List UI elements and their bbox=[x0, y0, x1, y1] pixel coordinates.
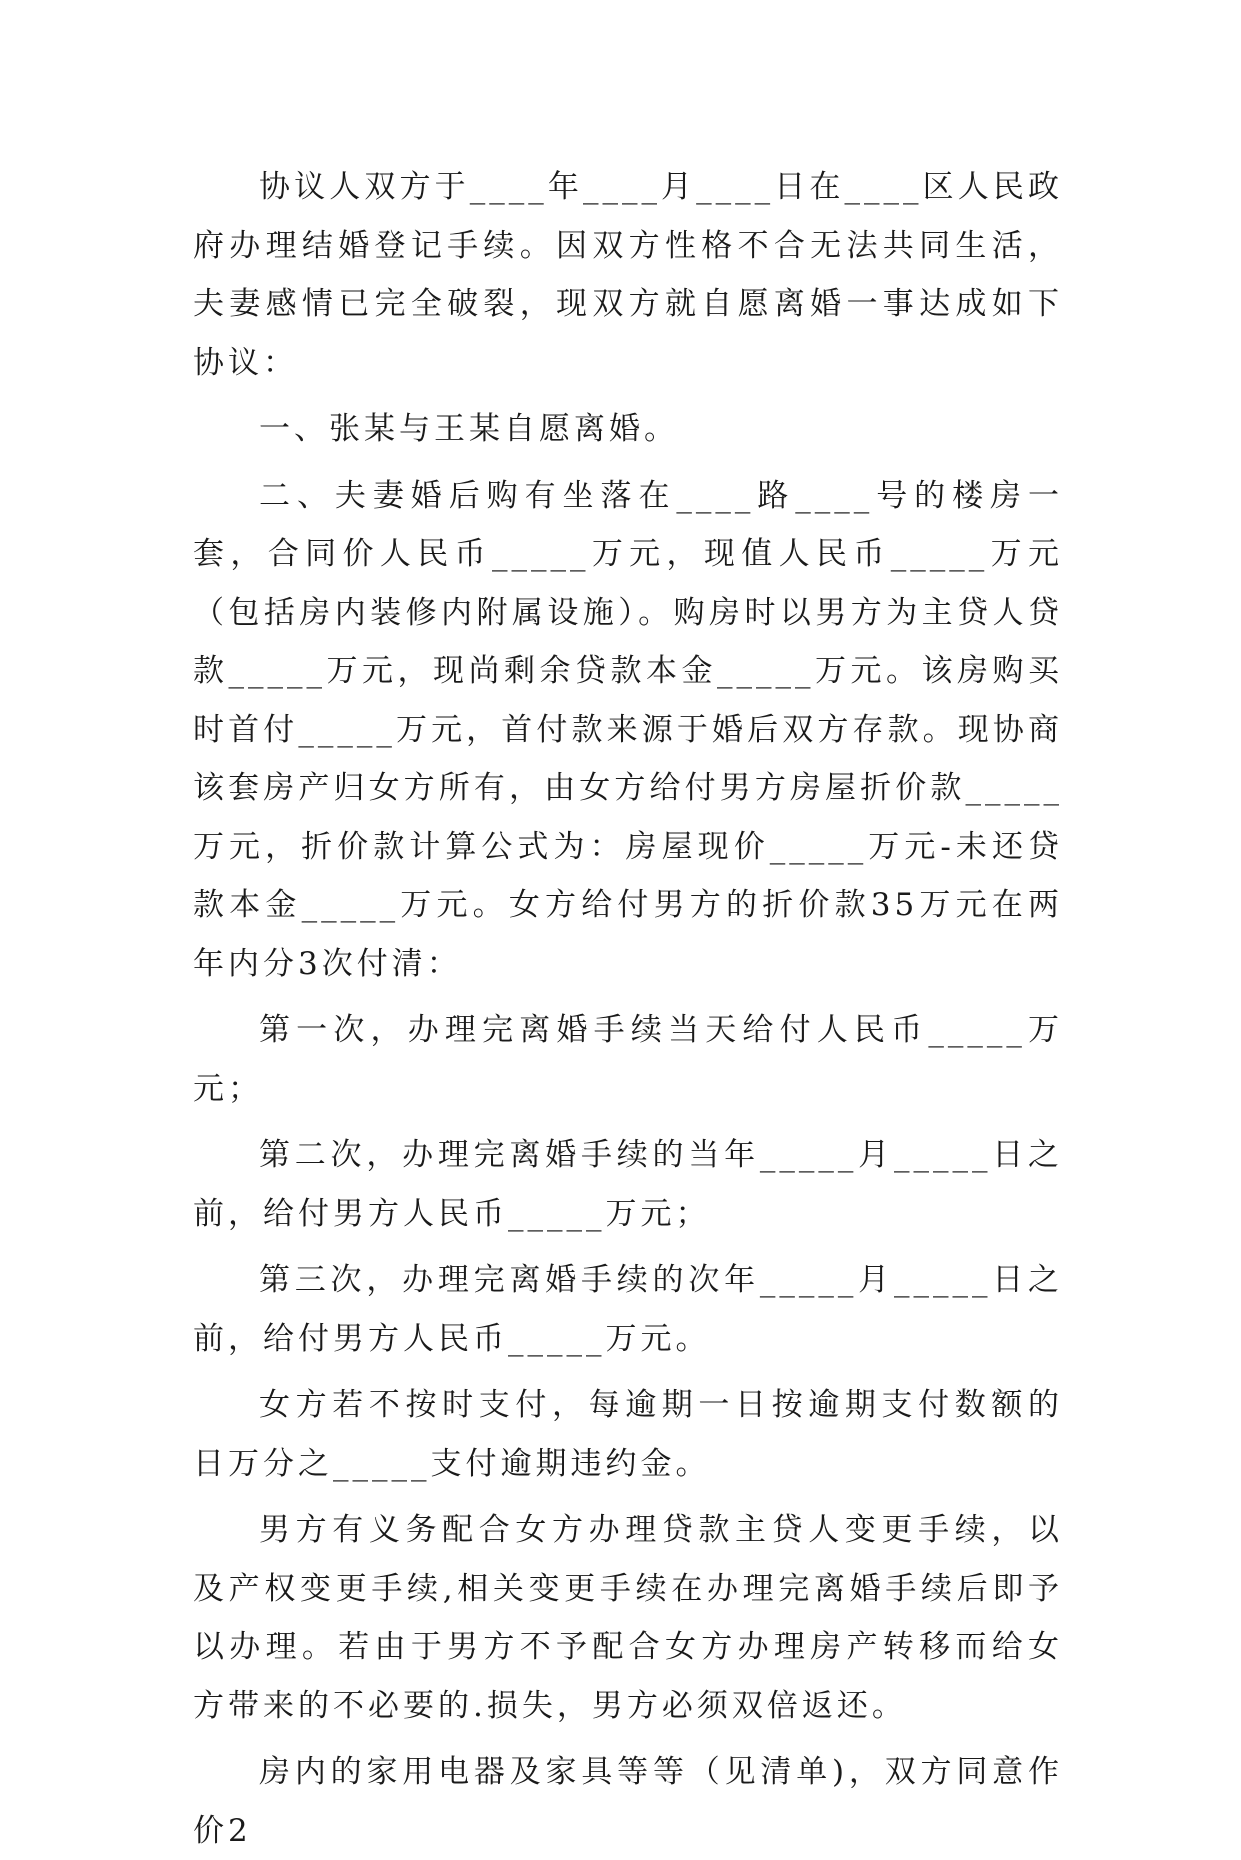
paragraph-payment-3: 第三次，办理完离婚手续的次年_____月_____日之前，给付男方人民币_____万元。 bbox=[193, 1262, 1063, 1357]
paragraph-intro: 协议人双方于____年____月____日在____区人民政府办理结婚登记手续。因双方性格不合无法共同生活，夫妻感情已完全破裂，现双方就自愿离婚一事达成如下协议： bbox=[193, 169, 1063, 381]
agreement-text bbox=[193, 158, 1063, 1860]
paragraph-transfer-obligation: 男方有义务配合女方办理贷款主贷人变更手续，以及产权变更手续,相关变更手续在办理完离婚手续后即予以办理。若由于男方不予配合女方办理房产转移而给女方带来的不必要的.损失，男方必须双倍返还。 bbox=[193, 1512, 1063, 1724]
paragraph-clause-1: 一、张某与王某自愿离婚。 bbox=[259, 411, 679, 447]
paragraph-payment-1: 第一次，办理完离婚手续当天给付人民币_____万元； bbox=[193, 1012, 1063, 1107]
paragraph-appliances: 房内的家用电器及家具等等（见清单)，双方同意作价2 bbox=[193, 1754, 1063, 1849]
paragraph-payment-2: 第二次，办理完离婚手续的当年_____月_____日之前，给付男方人民币_____万元； bbox=[193, 1137, 1063, 1232]
paragraph-clause-2: 二、夫妻婚后购有坐落在____路____号的楼房一套，合同价人民币_____万元，现值人民币_____万元（包括房内装修内附属设施）。购房时以男方为主贷人贷款_____万元，现尚剩余贷款本金_____万元。该房购买时首付_____万元，首付款来源于婚后双方存款。现协商该套房产归女方所有，由女方给付男方房屋折价款_____万元，折价款计算公式为：房屋现价_____万元-未还贷款本金_____万元。女方给付男方的折价款35万元在两年内分3次付清： bbox=[193, 477, 1063, 982]
paragraph-late-penalty: 女方若不按时支付，每逾期一日按逾期支付数额的日万分之_____支付逾期违约金。 bbox=[193, 1387, 1063, 1482]
